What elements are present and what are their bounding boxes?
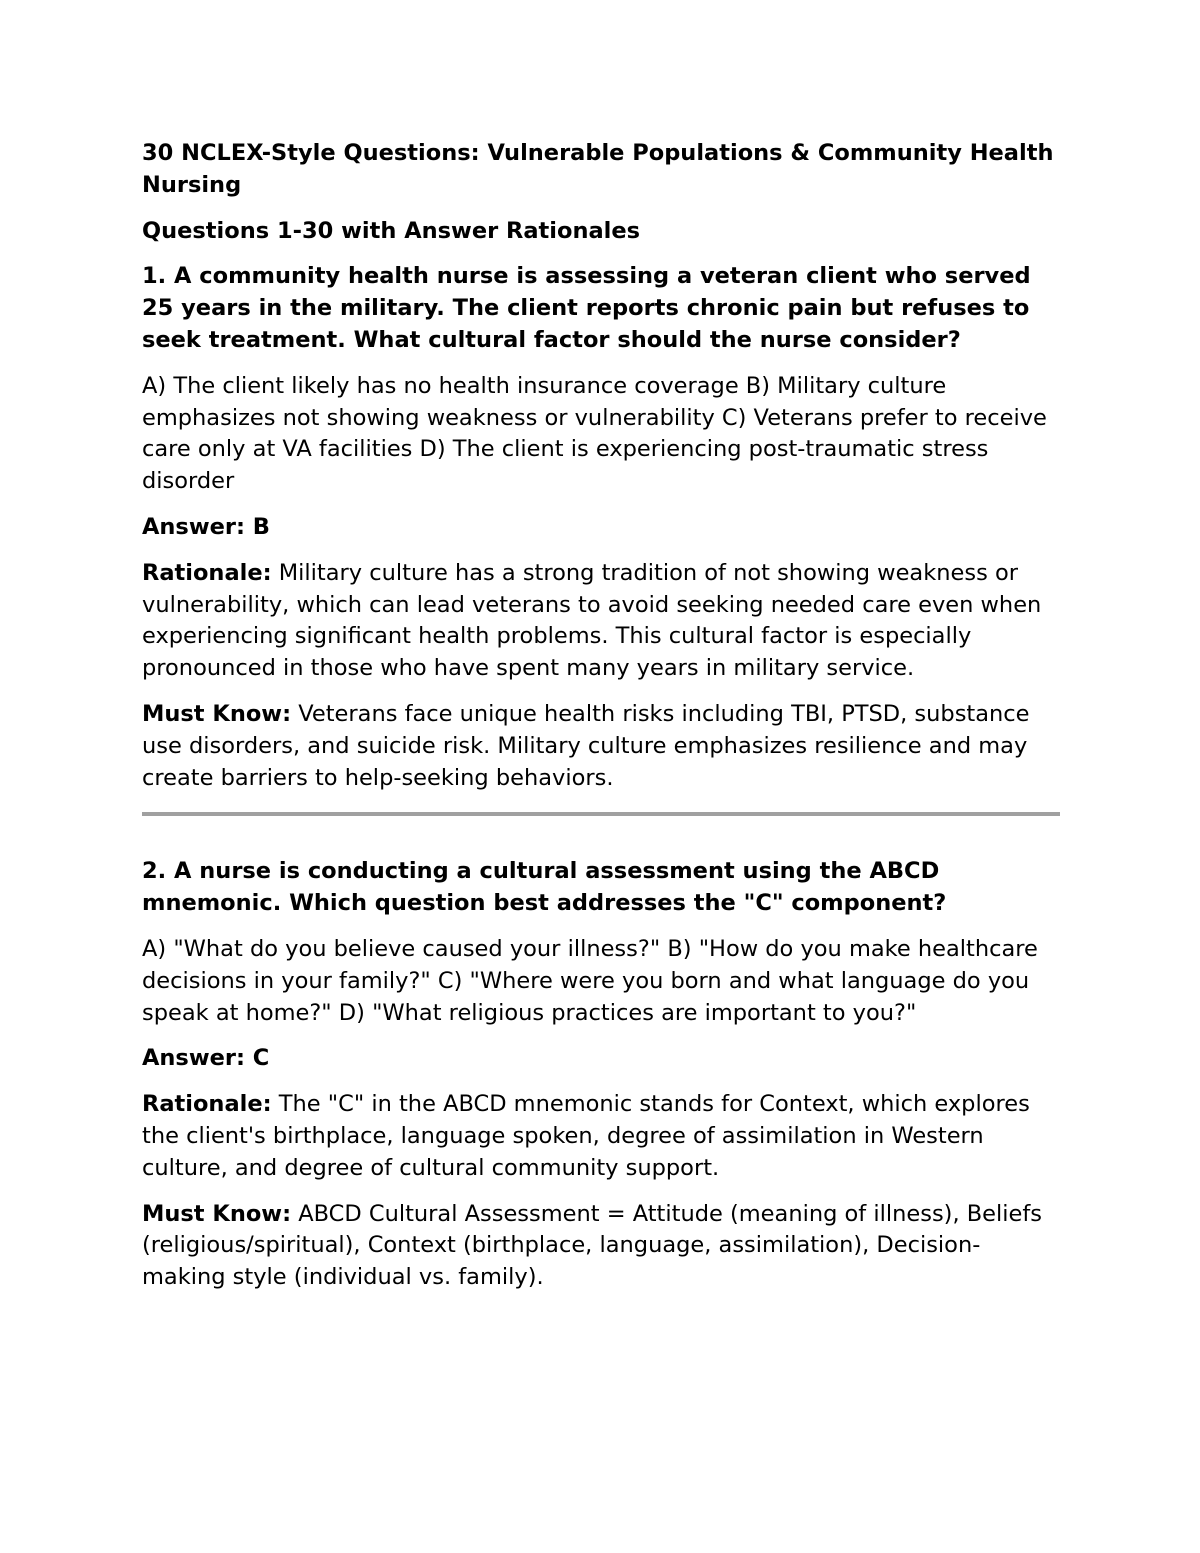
answer-key: Answer: C [142, 1045, 270, 1072]
rationale [142, 558, 1062, 685]
rationale-text: The "C" in the ABCD mnemonic stands for Context, which explores the client's birthplace, language spoken, degree of assimilation in Western culture, and degree of cultural community support. [142, 1091, 1030, 1181]
rationale-label: Rationale: [142, 559, 272, 586]
must-know-label: Must Know: [142, 1200, 292, 1227]
document-subtitle: Questions 1-30 with Answer Rationales [142, 217, 641, 244]
section-divider [142, 812, 1060, 816]
answer-key: Answer: B [142, 513, 270, 540]
must-know-label: Must Know: [142, 700, 292, 727]
must-know [142, 1199, 1062, 1294]
document-title: 30 NCLEX-Style Questions: Vulnerable Populations & Community Health Nursing [142, 140, 1054, 198]
question-block-1 [142, 261, 1062, 794]
rationale-text: Military culture has a strong tradition of not showing weakness or vulnerability, which can lead veterans to avoid seeking needed care even when experiencing significant health problems. This cultural factor is especially pronounced in those who have spent many years in military service. [142, 559, 1042, 682]
rationale-label: Rationale: [142, 1091, 272, 1118]
question-options: A) "What do you believe caused your illness?" B) "How do you make healthcare decisions in your family?" C) "Where were you born and what language do you speak at home?" D) "What religious practices are important to you?" [142, 935, 1038, 1026]
document-page [142, 138, 1062, 1308]
must-know [142, 699, 1062, 794]
question-stem: 2. A nurse is conducting a cultural assessment using the ABCD mnemonic. Which question best addresses the "C" component? [142, 858, 947, 917]
must-know-text: ABCD Cultural Assessment = Attitude (meaning of illness), Beliefs (religious/spiritual), Context (birthplace, language, assimilation), Decision-making style (individual vs. family). [142, 1200, 1043, 1291]
question-options: A) The client likely has no health insurance coverage B) Military culture emphasizes not showing weakness or vulnerability C) Veterans prefer to receive care only at VA facilities D) The client is experiencing post-traumatic stress disorder [142, 372, 1047, 495]
question-block-2 [142, 856, 1062, 1294]
rationale [142, 1089, 1062, 1184]
must-know-text: Veterans face unique health risks including TBI, PTSD, substance use disorders, and suicide risk. Military culture emphasizes resilience and may create barriers to help-seeking behaviors. [142, 700, 1030, 791]
question-stem: 1. A community health nurse is assessing a veteran client who served 25 years in the military. The client reports chronic pain but refuses to seek treatment. What cultural factor should the nurse consider? [142, 263, 1031, 353]
